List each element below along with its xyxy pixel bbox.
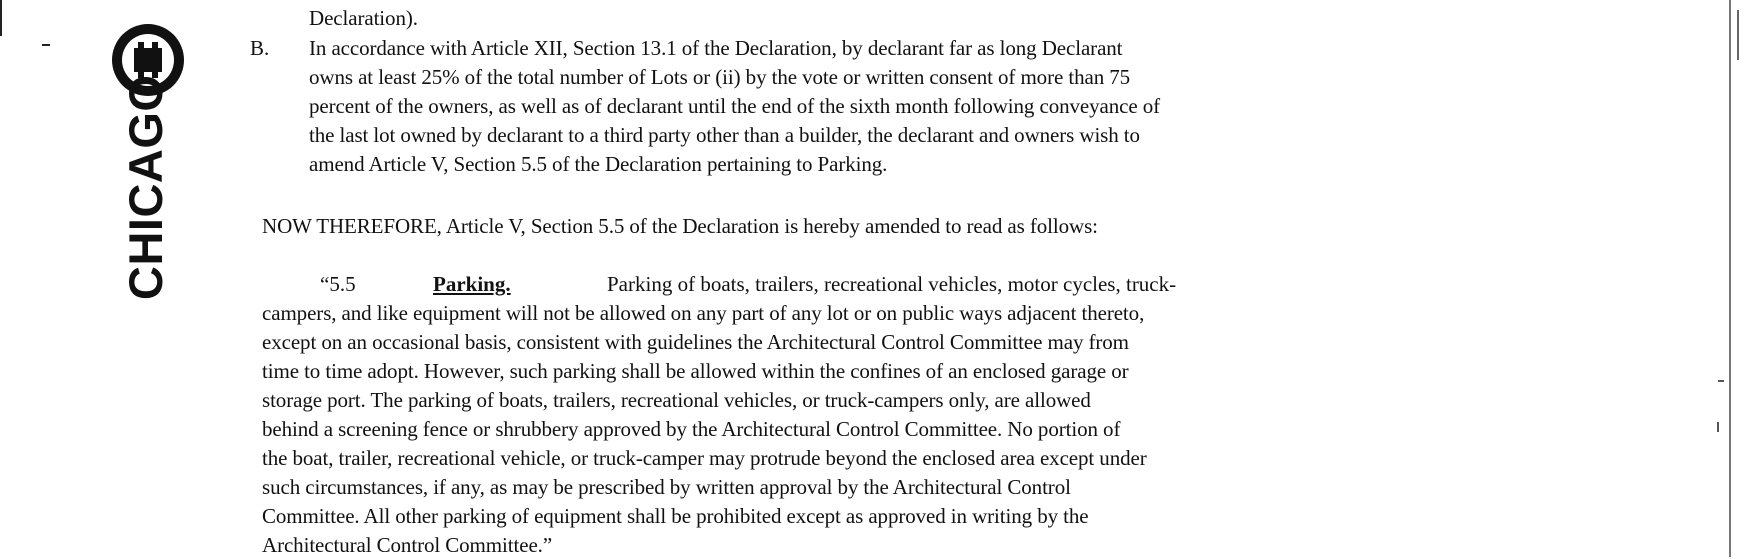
scan-fold-line-secondary: [1737, 10, 1739, 60]
text-line-b3: percent of the owners, as well as of declarant until the end of the sixth month following conveyance of: [309, 94, 1161, 118]
text-line-b2: owns at least 25% of the total number of Lots or (ii) by the vote or written consent of more than 75: [309, 65, 1131, 89]
scan-dash-mark: [42, 44, 50, 46]
text-line-b5: amend Article V, Section 5.5 of the Declaration pertaining to Parking.: [309, 152, 888, 176]
section-line-6: the boat, trailer, recreational vehicle, or truck-camper may protrude beyond the enclosed area except under: [262, 446, 1147, 470]
scan-fold-line: [1729, 0, 1731, 557]
text-line-declaration-close: Declaration).: [309, 6, 418, 30]
logo-text: CHICAGO: [119, 74, 172, 300]
scan-speck-small: [1718, 380, 1724, 382]
list-marker-b: B.: [250, 36, 270, 60]
section-line-4: storage port. The parking of boats, trailers, recreational vehicles, or truck-campers only, are allowed: [262, 388, 1091, 412]
text-line-b4: the last lot owned by declarant to a third party other than a builder, the declarant and owners wish to: [309, 123, 1140, 147]
section-number: “5.5: [320, 272, 356, 296]
now-therefore-line: NOW THEREFORE, Article V, Section 5.5 of the Declaration is hereby amended to read as follows:: [262, 214, 1098, 238]
section-line-7: such circumstances, if any, as may be prescribed by written approval by the Architectural Control: [262, 475, 1071, 499]
chicago-title-stamp: [108, 20, 188, 310]
scan-speck: [1717, 422, 1719, 432]
section-line-5: behind a screening fence or shrubbery approved by the Architectural Control Committee. No portion of: [262, 417, 1121, 441]
scan-edge-mark: [0, 0, 2, 36]
section-line-8: Committee. All other parking of equipment shall be prohibited except as approved in writing by the: [262, 504, 1089, 528]
text-line-b1: In accordance with Article XII, Section 13.1 of the Declaration, by declarant far as long Declarant: [309, 36, 1123, 60]
section-first-line: Parking of boats, trailers, recreational vehicles, motor cycles, truck-: [607, 272, 1177, 296]
section-line-9: Architectural Control Committee.”: [262, 533, 553, 557]
section-line-3: time to time adopt. However, such parking shall be allowed within the confines of an enclosed garage or: [262, 359, 1129, 383]
section-line-1: campers, and like equipment will not be allowed on any part of any lot or on public ways adjacent thereto,: [262, 301, 1145, 325]
section-line-2: except on an occasional basis, consistent with guidelines the Architectural Control Committee may from: [262, 330, 1129, 354]
section-heading: Parking.: [433, 272, 511, 296]
